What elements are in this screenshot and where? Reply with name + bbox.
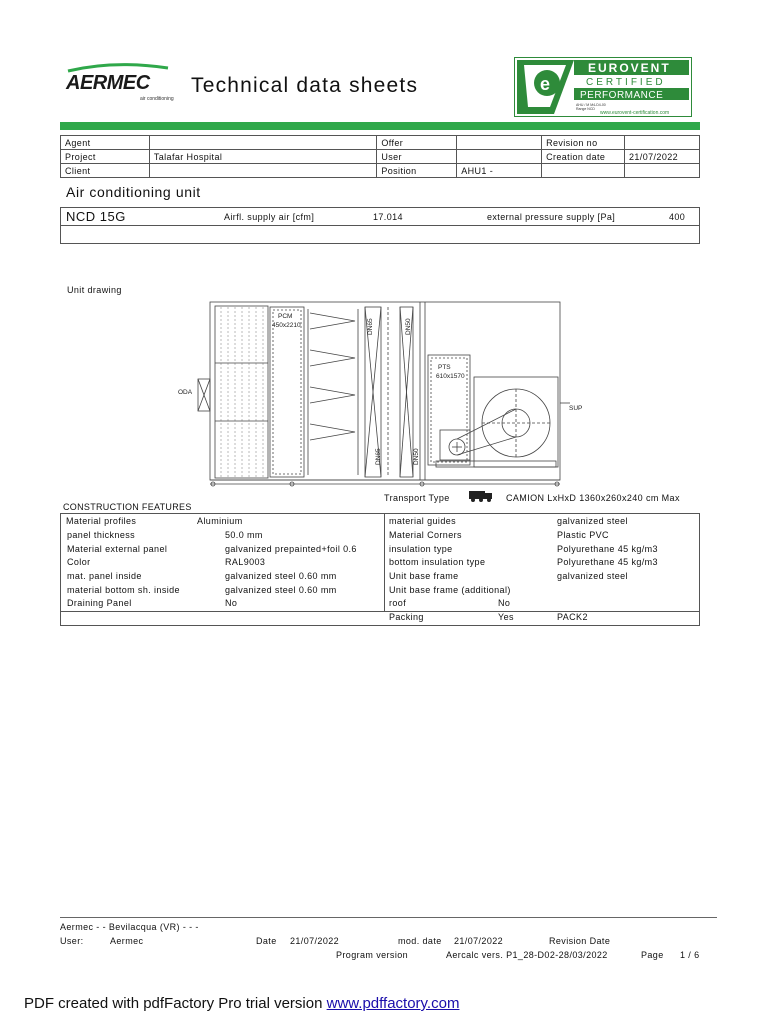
unit-drawing-label: Unit drawing: [67, 285, 122, 295]
unit-summary-box: [60, 207, 700, 244]
table-cell: [625, 136, 700, 150]
table-cell: Creation date: [542, 150, 625, 164]
casing-outline: [210, 302, 560, 480]
construction-value: galvanized steel: [557, 516, 628, 526]
badge-line3: PERFORMANCE: [580, 90, 664, 101]
table-row: [61, 136, 700, 150]
construction-label: Color: [67, 557, 91, 567]
badge-url: www.eurovent-certification.com: [600, 110, 670, 116]
footer-page-label: Page: [641, 950, 664, 960]
footer-revision-label: Revision Date: [549, 936, 611, 946]
construction-label: panel thickness: [67, 530, 136, 540]
table-row: [61, 164, 700, 178]
oda-label: ODA: [178, 389, 193, 396]
construction-value: No: [498, 598, 511, 608]
pdf-note-text: PDF created with pdfFactory Pro trial version: [24, 995, 327, 1012]
inlet-section: [215, 306, 268, 478]
bag-filter: [310, 313, 355, 329]
table-cell: Project: [61, 150, 150, 164]
unit-drawing: [160, 295, 600, 495]
table-cell: User: [377, 150, 457, 164]
aermec-logo: [64, 62, 174, 108]
table-cell: Revision no: [542, 136, 625, 150]
page-title: Technical data sheets: [191, 74, 419, 97]
footer-mod-label: mod. date: [398, 936, 442, 946]
construction-value: galvanized steel 0.60 mm: [225, 585, 337, 595]
badge-line1: EUROVENT: [588, 61, 671, 75]
footer-user-label: User:: [60, 936, 84, 946]
header-divider-bar: [60, 122, 700, 130]
logo-subtitle: air conditioning: [140, 96, 174, 102]
badge-line2: CERTIFIED: [586, 77, 666, 88]
table-cell: [625, 164, 700, 178]
construction-label: bottom insulation type: [389, 557, 486, 567]
construction-value: galvanized prepainted+foil 0.6: [225, 544, 357, 554]
dn65-bottom-label: DN65: [375, 448, 382, 465]
table-cell: Client: [61, 164, 150, 178]
construction-value: galvanized steel 0.60 mm: [225, 571, 337, 581]
sup-label: SUP: [569, 405, 583, 412]
footer-divider: [60, 917, 717, 918]
construction-label: Material external panel: [67, 544, 168, 554]
table-cell: 21/07/2022: [625, 150, 700, 164]
construction-label: roof: [389, 598, 407, 608]
construction-table: [60, 513, 700, 626]
dn50-top-label: DN50: [405, 318, 412, 335]
footer-program-value: Aercalc vers. P1_28-D02-28/03/2022: [446, 950, 608, 960]
airflow-label: Airfl. supply air [cfm]: [224, 212, 315, 222]
footer-company: Aermec - - Bevilacqua (VR) - - -: [60, 922, 199, 932]
transport-type-label: Transport Type: [384, 493, 450, 503]
construction-label: material bottom sh. inside: [67, 585, 180, 595]
logo-brand: AERMEC: [66, 72, 150, 94]
construction-value: No: [225, 598, 238, 608]
construction-label: Material profiles: [66, 516, 137, 526]
table-cell: [542, 164, 625, 178]
pressure-label: external pressure supply [Pa]: [487, 212, 616, 222]
construction-value: Aluminium: [197, 516, 243, 526]
table-row: [61, 150, 700, 164]
svg-text:e: e: [540, 74, 551, 94]
construction-extra: PACK2: [557, 612, 588, 622]
badge-small2: Range NCD: [576, 107, 595, 111]
construction-label: Unit base frame (additional): [389, 585, 511, 595]
table-cell: [457, 136, 542, 150]
dn50-bottom-label: DN50: [413, 448, 420, 465]
dn65-top-label: DN65: [367, 318, 374, 335]
table-cell: [457, 150, 542, 164]
unit-summary-row: [61, 208, 699, 226]
construction-value: Polyurethane 45 kg/m3: [557, 544, 658, 554]
footer-date-value: 21/07/2022: [290, 936, 340, 946]
footer-program-label: Program version: [336, 950, 409, 960]
construction-label: Draining Panel: [67, 598, 132, 608]
pdffactory-link[interactable]: www.pdffactory.com: [326, 995, 460, 1012]
pcm-label: PCM: [278, 313, 293, 320]
eurovent-badge: [514, 57, 692, 117]
construction-label: Packing: [389, 612, 424, 622]
construction-label: Material Corners: [389, 530, 462, 540]
construction-label: mat. panel inside: [67, 571, 142, 581]
table-cell: AHU1 -: [457, 164, 542, 178]
pts-dimensions: 610x1570: [436, 373, 465, 380]
pdf-note: [24, 995, 459, 1012]
unit-model: NCD 15G: [66, 209, 126, 224]
construction-title: CONSTRUCTION FEATURES: [63, 502, 192, 512]
table-cell: Agent: [61, 136, 150, 150]
table-cell: Offer: [377, 136, 457, 150]
table-cell: Talafar Hospital: [149, 150, 377, 164]
pts-label: PTS: [438, 364, 451, 371]
construction-value: Plastic PVC: [557, 530, 609, 540]
construction-value: Yes: [498, 612, 514, 622]
footer-page-value: 1 / 6: [680, 950, 700, 960]
construction-label: insulation type: [389, 544, 453, 554]
construction-value: 50.0 mm: [225, 530, 263, 540]
footer-mod-value: 21/07/2022: [454, 936, 504, 946]
badge-small1: AHU / M M4-D4-00: [576, 103, 606, 107]
footer-user-value: Aermec: [110, 936, 144, 946]
construction-label: Unit base frame: [389, 571, 459, 581]
construction-value: galvanized steel: [557, 571, 628, 581]
pcm-dimensions: 450x2210: [272, 322, 301, 329]
construction-label: material guides: [389, 516, 457, 526]
table-cell: [149, 164, 377, 178]
pcm-filter: [270, 307, 304, 477]
section-title: Air conditioning unit: [66, 184, 201, 200]
truck-icon: [469, 489, 495, 508]
pressure-value: 400: [669, 212, 686, 222]
info-table: [60, 135, 700, 178]
construction-value: Polyurethane 45 kg/m3: [557, 557, 658, 567]
table-cell: Position: [377, 164, 457, 178]
footer-date-label: Date: [256, 936, 277, 946]
transport-type-value: CAMION LxHxD 1360x260x240 cm Max: [506, 493, 680, 503]
eurovent-certified-icon: [514, 57, 692, 117]
construction-value: RAL9003: [225, 557, 266, 567]
table-cell: [149, 136, 377, 150]
airflow-value: 17.014: [373, 212, 403, 222]
ahu-drawing-svg: [160, 295, 600, 495]
